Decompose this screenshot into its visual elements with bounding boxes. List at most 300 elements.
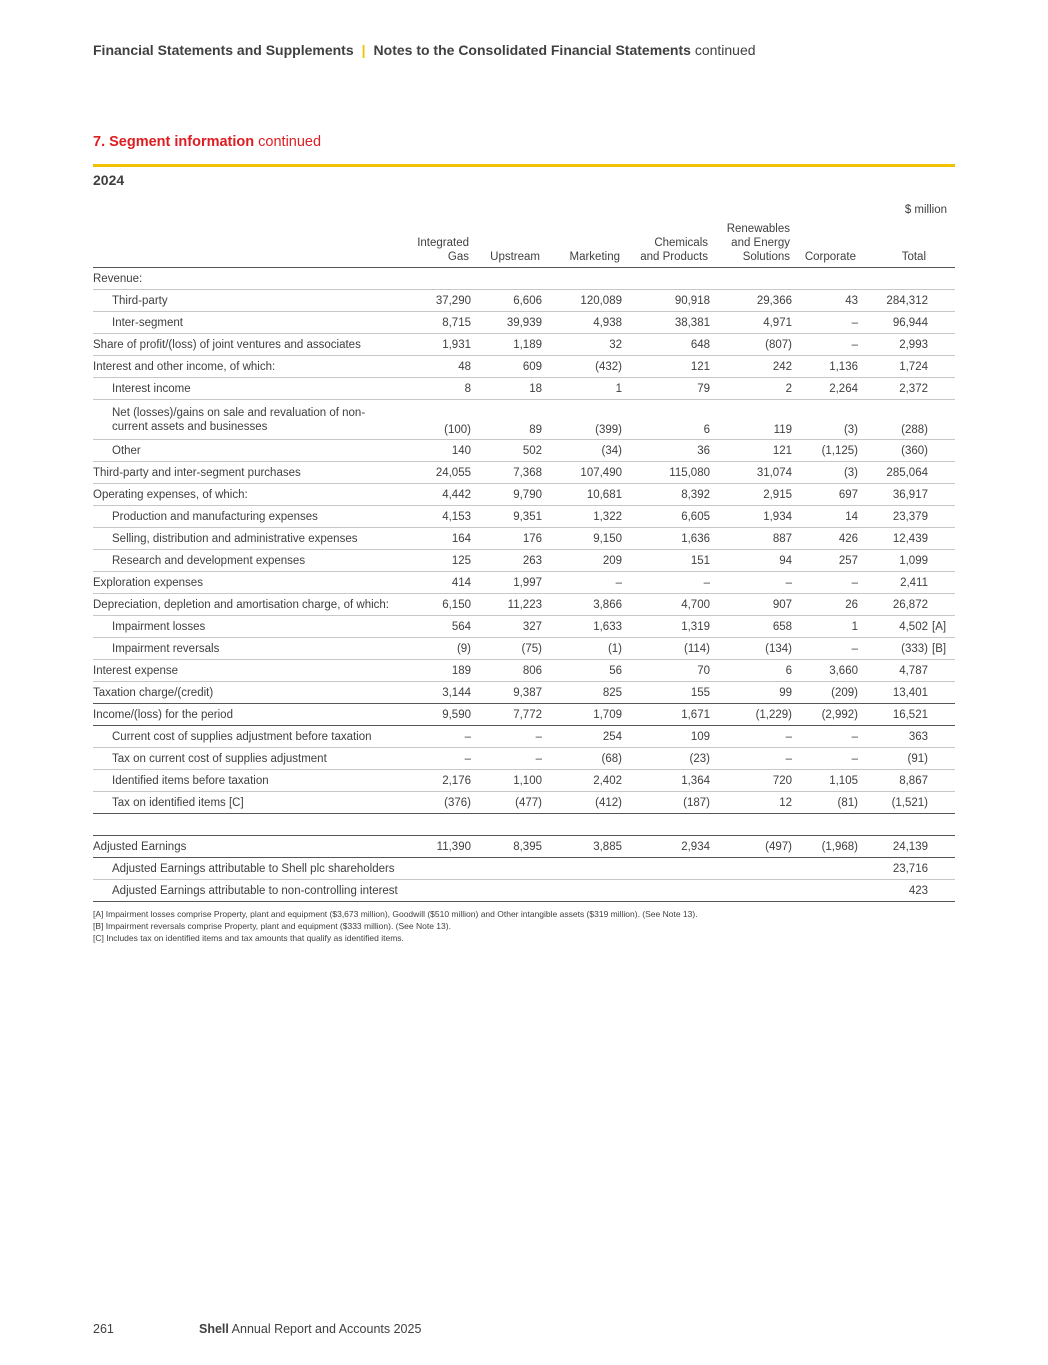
- value-cell: 43: [792, 290, 858, 312]
- row-label: Adjusted Earnings: [93, 836, 399, 858]
- row-label: Net (losses)/gains on sale and revaluation of non-current assets and businesses: [93, 400, 399, 440]
- table-row: [93, 506, 955, 528]
- value-cell: –: [792, 572, 858, 594]
- row-label: Tax on current cost of supplies adjustment: [93, 748, 399, 770]
- footnote-ref: [928, 660, 955, 682]
- footnote-ref: [928, 682, 955, 704]
- value-cell: 2,176: [399, 770, 471, 792]
- footnote-ref: [928, 378, 955, 400]
- brand-name: Shell: [199, 1322, 229, 1336]
- value-cell: 1,997: [471, 572, 542, 594]
- value-cell: [710, 858, 792, 880]
- value-cell: 907: [710, 594, 792, 616]
- table-row: [93, 400, 955, 440]
- value-cell: (209): [792, 682, 858, 704]
- running-header: [93, 42, 756, 58]
- value-cell: 94: [710, 550, 792, 572]
- row-label: Selling, distribution and administrative expenses: [93, 528, 399, 550]
- value-cell: 89: [471, 400, 542, 440]
- value-cell: 1,100: [471, 770, 542, 792]
- table-row: [93, 312, 955, 334]
- value-cell: [399, 268, 471, 290]
- value-cell: (9): [399, 638, 471, 660]
- value-cell: (432): [542, 356, 622, 378]
- value-cell: (34): [542, 440, 622, 462]
- table-row: [93, 748, 955, 770]
- value-cell: [622, 880, 710, 902]
- value-cell: [792, 880, 858, 902]
- table-row: [93, 268, 955, 290]
- value-cell: 115,080: [622, 462, 710, 484]
- table-row: [93, 616, 955, 638]
- value-cell: 107,490: [542, 462, 622, 484]
- value-cell: 32: [542, 334, 622, 356]
- table-row: [93, 682, 955, 704]
- value-cell: 11,390: [399, 836, 471, 858]
- value-cell: 155: [622, 682, 710, 704]
- table-row: [93, 660, 955, 682]
- value-cell: (1): [542, 638, 622, 660]
- value-cell: 151: [622, 550, 710, 572]
- row-label: Operating expenses, of which:: [93, 484, 399, 506]
- value-cell: 564: [399, 616, 471, 638]
- value-cell: [792, 268, 858, 290]
- value-cell: 18: [471, 378, 542, 400]
- section-rule: [93, 164, 955, 167]
- footnote-ref: [928, 572, 955, 594]
- value-cell: –: [710, 748, 792, 770]
- value-cell: [622, 858, 710, 880]
- value-cell: 11,223: [471, 594, 542, 616]
- value-cell: –: [471, 726, 542, 748]
- footnote-ref: [928, 792, 955, 814]
- row-label: Production and manufacturing expenses: [93, 506, 399, 528]
- value-cell: 3,885: [542, 836, 622, 858]
- page-footer: [93, 1322, 422, 1336]
- header-right: Notes to the Consolidated Financial Statements: [373, 42, 691, 58]
- value-cell: 70: [622, 660, 710, 682]
- value-cell: (1,968): [792, 836, 858, 858]
- footnote-ref: [928, 268, 955, 290]
- value-cell: [542, 880, 622, 902]
- value-cell: 96,944: [858, 312, 928, 334]
- value-cell: 23,716: [858, 858, 928, 880]
- table-row: [93, 440, 955, 462]
- table-row: [93, 880, 955, 902]
- value-cell: [542, 858, 622, 880]
- value-cell: 720: [710, 770, 792, 792]
- value-cell: 285,064: [858, 462, 928, 484]
- row-label: Other: [93, 440, 399, 462]
- row-label: Adjusted Earnings attributable to non-controlling interest: [93, 880, 399, 902]
- value-cell: 8,715: [399, 312, 471, 334]
- value-cell: 1,189: [471, 334, 542, 356]
- value-cell: 2: [710, 378, 792, 400]
- value-cell: 3,144: [399, 682, 471, 704]
- value-cell: 79: [622, 378, 710, 400]
- table-row: [93, 836, 955, 858]
- table-row: [93, 462, 955, 484]
- value-cell: –: [710, 726, 792, 748]
- value-cell: 176: [471, 528, 542, 550]
- value-cell: [710, 268, 792, 290]
- footer-brand: [199, 1322, 421, 1336]
- value-cell: 7,368: [471, 462, 542, 484]
- value-cell: (187): [622, 792, 710, 814]
- value-cell: –: [542, 572, 622, 594]
- value-cell: –: [710, 572, 792, 594]
- footnote-ref: [928, 550, 955, 572]
- value-cell: 1,136: [792, 356, 858, 378]
- table-row: [93, 334, 955, 356]
- value-cell: 1,099: [858, 550, 928, 572]
- value-cell: (376): [399, 792, 471, 814]
- col-header: Marketing: [542, 222, 622, 268]
- footnote-ref: [928, 484, 955, 506]
- value-cell: 6,606: [471, 290, 542, 312]
- report-title: Annual Report and Accounts 2025: [231, 1322, 422, 1336]
- footnote-ref: [928, 506, 955, 528]
- spacer-row: [93, 814, 955, 836]
- table-row: [93, 356, 955, 378]
- row-label: Identified items before taxation: [93, 770, 399, 792]
- value-cell: 23,379: [858, 506, 928, 528]
- value-cell: (134): [710, 638, 792, 660]
- col-header: Upstream: [471, 222, 542, 268]
- value-cell: 90,918: [622, 290, 710, 312]
- row-label: Taxation charge/(credit): [93, 682, 399, 704]
- row-label: Income/(loss) for the period: [93, 704, 399, 726]
- value-cell: 4,938: [542, 312, 622, 334]
- header-separator: |: [361, 42, 366, 58]
- value-cell: 29,366: [710, 290, 792, 312]
- value-cell: 121: [710, 440, 792, 462]
- value-cell: –: [471, 748, 542, 770]
- value-cell: 36: [622, 440, 710, 462]
- value-cell: [399, 858, 471, 880]
- value-cell: (1,229): [710, 704, 792, 726]
- col-header: Total: [858, 222, 928, 268]
- row-label: Exploration expenses: [93, 572, 399, 594]
- value-cell: 9,387: [471, 682, 542, 704]
- value-cell: –: [399, 726, 471, 748]
- row-label: Current cost of supplies adjustment before taxation: [93, 726, 399, 748]
- footnote-ref: [928, 400, 955, 440]
- value-cell: 189: [399, 660, 471, 682]
- table-row: [93, 770, 955, 792]
- value-cell: (3): [792, 400, 858, 440]
- value-cell: (114): [622, 638, 710, 660]
- value-cell: 1,931: [399, 334, 471, 356]
- value-cell: (288): [858, 400, 928, 440]
- value-cell: 9,590: [399, 704, 471, 726]
- table-row: [93, 290, 955, 312]
- section-title-bold: 7. Segment information: [93, 134, 255, 150]
- row-label: Adjusted Earnings attributable to Shell plc shareholders: [93, 858, 399, 880]
- value-cell: 414: [399, 572, 471, 594]
- table-row: [93, 704, 955, 726]
- value-cell: 806: [471, 660, 542, 682]
- row-label: Interest income: [93, 378, 399, 400]
- value-cell: 363: [858, 726, 928, 748]
- value-cell: (1,125): [792, 440, 858, 462]
- value-cell: 648: [622, 334, 710, 356]
- value-cell: (477): [471, 792, 542, 814]
- table-header-row: [93, 222, 955, 268]
- value-cell: 423: [858, 880, 928, 902]
- col-header: Integrated Gas: [399, 222, 471, 268]
- footnote-ref: [B]: [928, 638, 955, 660]
- value-cell: 120,089: [542, 290, 622, 312]
- table-row: [93, 858, 955, 880]
- footnote-ref: [928, 462, 955, 484]
- row-label: Interest expense: [93, 660, 399, 682]
- spacer-cell: [93, 814, 955, 836]
- value-cell: 1,319: [622, 616, 710, 638]
- year-heading: 2024: [93, 172, 125, 188]
- value-cell: 10,681: [542, 484, 622, 506]
- value-cell: 609: [471, 356, 542, 378]
- value-cell: [471, 858, 542, 880]
- value-cell: 263: [471, 550, 542, 572]
- footnotes: [93, 908, 698, 944]
- section-title: [93, 134, 321, 150]
- table-row: [93, 638, 955, 660]
- value-cell: (399): [542, 400, 622, 440]
- value-cell: 4,971: [710, 312, 792, 334]
- value-cell: 8: [399, 378, 471, 400]
- value-cell: 327: [471, 616, 542, 638]
- value-cell: –: [622, 572, 710, 594]
- value-cell: (68): [542, 748, 622, 770]
- footnote-ref: [928, 748, 955, 770]
- footnote: [A] Impairment losses comprise Property, plant and equipment ($3,673 million), Goodwill ($510 million) and Other intangible assets ($319 million). (See Note 13).: [93, 909, 698, 919]
- value-cell: (91): [858, 748, 928, 770]
- row-label: Inter-segment: [93, 312, 399, 334]
- value-cell: 109: [622, 726, 710, 748]
- value-cell: 12,439: [858, 528, 928, 550]
- value-cell: 16,521: [858, 704, 928, 726]
- footnote-ref: [928, 704, 955, 726]
- value-cell: 1,633: [542, 616, 622, 638]
- value-cell: 1: [792, 616, 858, 638]
- table-row: [93, 726, 955, 748]
- value-cell: 1,322: [542, 506, 622, 528]
- value-cell: 31,074: [710, 462, 792, 484]
- value-cell: (807): [710, 334, 792, 356]
- segment-table: [93, 222, 955, 902]
- value-cell: 825: [542, 682, 622, 704]
- footnote-ref: [928, 836, 955, 858]
- value-cell: 26: [792, 594, 858, 616]
- value-cell: 2,411: [858, 572, 928, 594]
- value-cell: 3,660: [792, 660, 858, 682]
- row-label: Share of profit/(loss) of joint ventures and associates: [93, 334, 399, 356]
- footnote-ref: [928, 440, 955, 462]
- value-cell: 1: [542, 378, 622, 400]
- value-cell: 56: [542, 660, 622, 682]
- value-cell: 99: [710, 682, 792, 704]
- row-label: Impairment reversals: [93, 638, 399, 660]
- value-cell: –: [792, 748, 858, 770]
- value-cell: 48: [399, 356, 471, 378]
- col-header: Corporate: [792, 222, 858, 268]
- value-cell: 887: [710, 528, 792, 550]
- value-cell: (2,992): [792, 704, 858, 726]
- value-cell: (100): [399, 400, 471, 440]
- value-cell: 4,502: [858, 616, 928, 638]
- value-cell: (81): [792, 792, 858, 814]
- value-cell: 6,150: [399, 594, 471, 616]
- value-cell: 3,866: [542, 594, 622, 616]
- value-cell: [471, 268, 542, 290]
- footnote: [C] Includes tax on identified items and tax amounts that qualify as identified items.: [93, 933, 404, 943]
- footnote-ref: [928, 528, 955, 550]
- value-cell: 4,787: [858, 660, 928, 682]
- row-label: Impairment losses: [93, 616, 399, 638]
- value-cell: 2,915: [710, 484, 792, 506]
- footnote-ref: [928, 312, 955, 334]
- value-cell: 140: [399, 440, 471, 462]
- table-row: [93, 378, 955, 400]
- value-cell: –: [792, 726, 858, 748]
- footnote-ref: [928, 858, 955, 880]
- value-cell: 6,605: [622, 506, 710, 528]
- value-cell: –: [399, 748, 471, 770]
- value-cell: 13,401: [858, 682, 928, 704]
- table-row: [93, 484, 955, 506]
- col-header: Renewables and Energy Solutions: [710, 222, 792, 268]
- value-cell: 2,402: [542, 770, 622, 792]
- footnote-ref: [928, 356, 955, 378]
- footnote: [B] Impairment reversals comprise Property, plant and equipment ($333 million). (See Note 13).: [93, 921, 451, 931]
- value-cell: 37,290: [399, 290, 471, 312]
- footnote-ref: [A]: [928, 616, 955, 638]
- value-cell: 1,671: [622, 704, 710, 726]
- row-label: Third-party and inter-segment purchases: [93, 462, 399, 484]
- table-row: [93, 572, 955, 594]
- value-cell: 38,381: [622, 312, 710, 334]
- table-body: [93, 268, 955, 902]
- value-cell: 125: [399, 550, 471, 572]
- value-cell: [858, 268, 928, 290]
- value-cell: 8,392: [622, 484, 710, 506]
- table-row: [93, 528, 955, 550]
- value-cell: 1,636: [622, 528, 710, 550]
- value-cell: 209: [542, 550, 622, 572]
- unit-label: $ million: [904, 204, 947, 216]
- header-suffix: continued: [694, 42, 756, 58]
- page-number: 261: [93, 1322, 114, 1336]
- value-cell: 1,709: [542, 704, 622, 726]
- value-cell: 284,312: [858, 290, 928, 312]
- value-cell: 26,872: [858, 594, 928, 616]
- value-cell: 24,055: [399, 462, 471, 484]
- footnote-ref: [928, 726, 955, 748]
- table-row: [93, 550, 955, 572]
- value-cell: (412): [542, 792, 622, 814]
- value-cell: 7,772: [471, 704, 542, 726]
- value-cell: –: [792, 638, 858, 660]
- value-cell: 658: [710, 616, 792, 638]
- value-cell: 9,790: [471, 484, 542, 506]
- value-cell: (3): [792, 462, 858, 484]
- row-label: Tax on identified items [C]: [93, 792, 399, 814]
- value-cell: 9,150: [542, 528, 622, 550]
- value-cell: (497): [710, 836, 792, 858]
- row-label: Interest and other income, of which:: [93, 356, 399, 378]
- footnote-ref: [928, 880, 955, 902]
- footnote-ref: [928, 334, 955, 356]
- header-label-cell: [93, 222, 399, 268]
- col-header: Chemicals and Products: [622, 222, 710, 268]
- value-cell: 1,105: [792, 770, 858, 792]
- value-cell: 1,934: [710, 506, 792, 528]
- value-cell: [542, 268, 622, 290]
- value-cell: 6: [622, 400, 710, 440]
- value-cell: 4,700: [622, 594, 710, 616]
- value-cell: (75): [471, 638, 542, 660]
- value-cell: 2,993: [858, 334, 928, 356]
- value-cell: –: [792, 312, 858, 334]
- value-cell: 257: [792, 550, 858, 572]
- value-cell: 6: [710, 660, 792, 682]
- table-row: [93, 792, 955, 814]
- value-cell: 426: [792, 528, 858, 550]
- value-cell: –: [792, 334, 858, 356]
- footnote-ref: [928, 770, 955, 792]
- value-cell: 36,917: [858, 484, 928, 506]
- value-cell: [710, 880, 792, 902]
- value-cell: (333): [858, 638, 928, 660]
- table-row: [93, 594, 955, 616]
- footnote-ref: [928, 290, 955, 312]
- value-cell: (360): [858, 440, 928, 462]
- row-label: Third-party: [93, 290, 399, 312]
- value-cell: 1,724: [858, 356, 928, 378]
- value-cell: 12: [710, 792, 792, 814]
- value-cell: [471, 880, 542, 902]
- value-cell: 697: [792, 484, 858, 506]
- value-cell: 39,939: [471, 312, 542, 334]
- value-cell: (23): [622, 748, 710, 770]
- header-fn-cell: [928, 222, 955, 268]
- footnote-ref: [928, 594, 955, 616]
- value-cell: 2,264: [792, 378, 858, 400]
- row-label: Depreciation, depletion and amortisation charge, of which:: [93, 594, 399, 616]
- value-cell: 24,139: [858, 836, 928, 858]
- value-cell: 8,395: [471, 836, 542, 858]
- value-cell: 242: [710, 356, 792, 378]
- value-cell: 164: [399, 528, 471, 550]
- value-cell: 8,867: [858, 770, 928, 792]
- value-cell: 2,372: [858, 378, 928, 400]
- value-cell: 2,934: [622, 836, 710, 858]
- value-cell: 4,153: [399, 506, 471, 528]
- value-cell: [622, 268, 710, 290]
- value-cell: 14: [792, 506, 858, 528]
- value-cell: 1,364: [622, 770, 710, 792]
- header-left: Financial Statements and Supplements: [93, 42, 354, 58]
- section-title-suffix: continued: [258, 134, 322, 150]
- value-cell: 254: [542, 726, 622, 748]
- value-cell: [399, 880, 471, 902]
- value-cell: 121: [622, 356, 710, 378]
- value-cell: (1,521): [858, 792, 928, 814]
- value-cell: [792, 858, 858, 880]
- value-cell: 502: [471, 440, 542, 462]
- row-label: Research and development expenses: [93, 550, 399, 572]
